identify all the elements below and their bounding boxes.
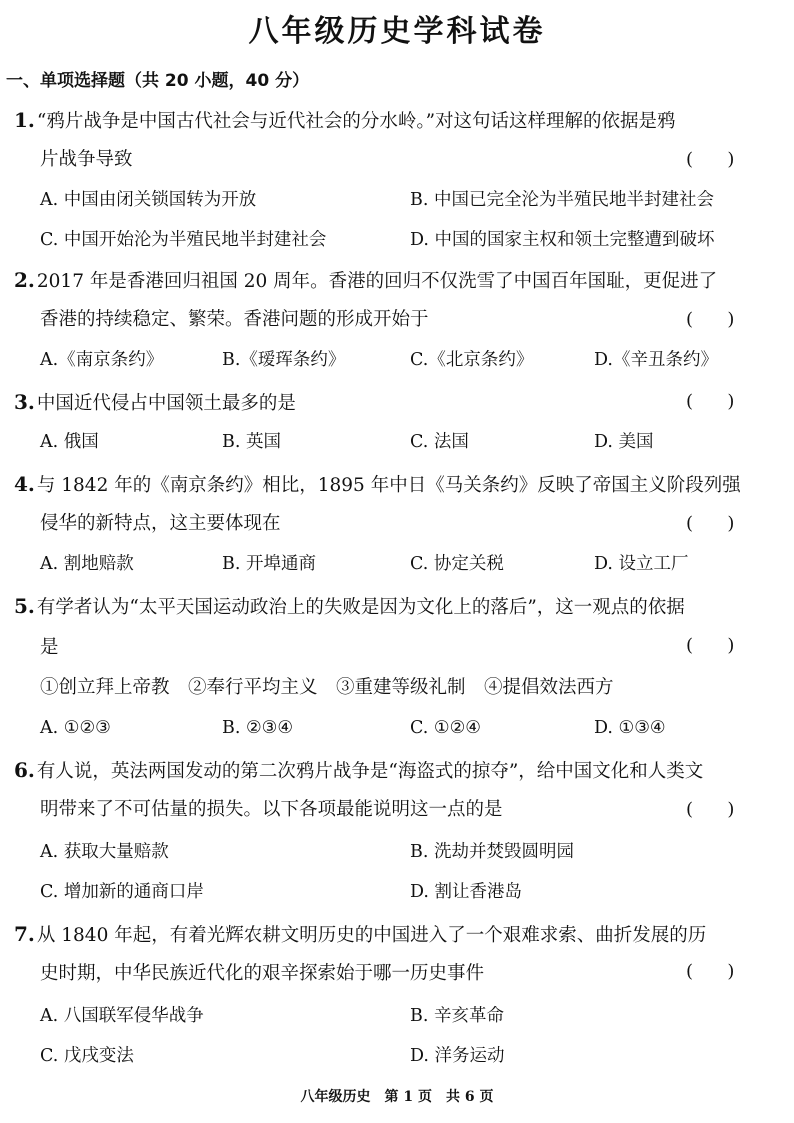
question-1-option-a[interactable]: A. 中国由闭关锁国转为开放 — [40, 190, 257, 210]
question-6-answer-blank[interactable]: ( ) — [686, 799, 735, 820]
question-7-number: 7. — [14, 922, 35, 946]
question-2-option-b[interactable]: B.《瑷珲条约》 — [222, 350, 346, 370]
question-7-line-1: 7. 从 1840 年起，有着光辉农耕文明历史的中国进入了一个艰难求索、曲折发展的历 — [14, 922, 707, 946]
question-2-option-a[interactable]: A.《南京条约》 — [40, 350, 164, 370]
question-1-option-c[interactable]: C. 中国开始沦为半殖民地半封建社会 — [40, 230, 327, 250]
question-1-number: 1. — [14, 108, 35, 132]
question-5-line-2: 是 — [40, 637, 59, 658]
question-4-line-1: 4. 与 1842 年的《南京条约》相比，1895 年中日《马关条约》反映了帝国主义阶段列强 — [14, 472, 741, 496]
question-5-line-1: 5. 有学者认为“太平天国运动政治上的失败是因为文化上的落后”，这一观点的依据 — [14, 594, 685, 618]
question-2-number: 2. — [14, 268, 35, 292]
question-5-option-c[interactable]: C. ①②④ — [410, 718, 481, 738]
section-title: 一、单项选择题（共 20 小题，40 分） — [6, 71, 310, 91]
question-6-number: 6. — [14, 758, 35, 782]
question-7-option-c[interactable]: C. 戊戌变法 — [40, 1046, 134, 1066]
question-4-option-d[interactable]: D. 设立工厂 — [594, 554, 689, 574]
question-1-option-d[interactable]: D. 中国的国家主权和领土完整遭到破坏 — [410, 230, 715, 250]
question-4-number: 4. — [14, 472, 35, 496]
question-3-line-1: 3. 中国近代侵占中国领土最多的是 — [14, 390, 296, 414]
question-1-option-b[interactable]: B. 中国已完全沦为半殖民地半封建社会 — [410, 190, 714, 210]
question-2-option-d[interactable]: D.《辛丑条约》 — [594, 350, 718, 370]
question-5-number: 5. — [14, 594, 35, 618]
page-title: 八年级历史学科试卷 — [248, 14, 546, 49]
question-4-answer-blank[interactable]: ( ) — [686, 513, 735, 534]
question-3-number: 3. — [14, 390, 35, 414]
question-4-option-c[interactable]: C. 协定关税 — [410, 554, 504, 574]
question-2-answer-blank[interactable]: ( ) — [686, 309, 735, 330]
question-5-option-d[interactable]: D. ①③④ — [594, 718, 666, 738]
question-6-option-b[interactable]: B. 洗劫并焚毁圆明园 — [410, 842, 574, 862]
question-1-line-1: 1. “鸦片战争是中国古代社会与近代社会的分水岭。”对这句话这样理解的依据是鸦 — [14, 108, 676, 132]
question-4-option-b[interactable]: B. 开埠通商 — [222, 554, 316, 574]
question-6-option-a[interactable]: A. 获取大量赔款 — [40, 842, 169, 862]
question-4-option-a[interactable]: A. 割地赔款 — [40, 554, 134, 574]
question-4-line-2: 侵华的新特点，这主要体现在 — [40, 513, 281, 534]
question-2-line-1: 2. 2017 年是香港回归祖国 20 周年。香港的回归不仅洗雪了中国百年国耻，更促进了 — [14, 268, 718, 292]
question-6-option-c[interactable]: C. 增加新的通商口岸 — [40, 882, 204, 902]
page-footer: 八年级历史 第 1 页 共 6 页 — [300, 1089, 494, 1105]
question-1-line-2: 片战争导致 — [40, 149, 133, 170]
question-5-option-a[interactable]: A. ①②③ — [40, 718, 111, 738]
question-6-option-d[interactable]: D. 割让香港岛 — [410, 882, 523, 902]
question-7-option-b[interactable]: B. 辛亥革命 — [410, 1006, 504, 1026]
question-5-answer-blank[interactable]: ( ) — [686, 635, 735, 656]
question-3-option-c[interactable]: C. 法国 — [410, 432, 469, 452]
question-1-answer-blank[interactable]: ( ) — [686, 149, 735, 170]
question-7-option-d[interactable]: D. 洋务运动 — [410, 1046, 505, 1066]
question-7-answer-blank[interactable]: ( ) — [686, 961, 735, 982]
question-3-answer-blank[interactable]: ( ) — [686, 391, 735, 412]
question-3-option-d[interactable]: D. 美国 — [594, 432, 654, 452]
question-2-option-c[interactable]: C.《北京条约》 — [410, 350, 534, 370]
question-3-option-a[interactable]: A. 俄国 — [40, 432, 99, 452]
question-5-statements: ①创立拜上帝教 ②奉行平均主义 ③重建等级礼制 ④提倡效法西方 — [40, 677, 614, 698]
question-2-line-2: 香港的持续稳定、繁荣。香港问题的形成开始于 — [40, 309, 429, 330]
question-6-line-1: 6. 有人说，英法两国发动的第二次鸦片战争是“海盗式的掠夺”，给中国文化和人类文 — [14, 758, 704, 782]
question-7-option-a[interactable]: A. 八国联军侵华战争 — [40, 1006, 204, 1026]
question-7-line-2: 史时期，中华民族近代化的艰辛探索始于哪一历史事件 — [40, 963, 485, 984]
question-5-option-b[interactable]: B. ②③④ — [222, 718, 294, 738]
question-3-option-b[interactable]: B. 英国 — [222, 432, 281, 452]
question-6-line-2: 明带来了不可估量的损失。以下各项最能说明这一点的是 — [40, 799, 503, 820]
